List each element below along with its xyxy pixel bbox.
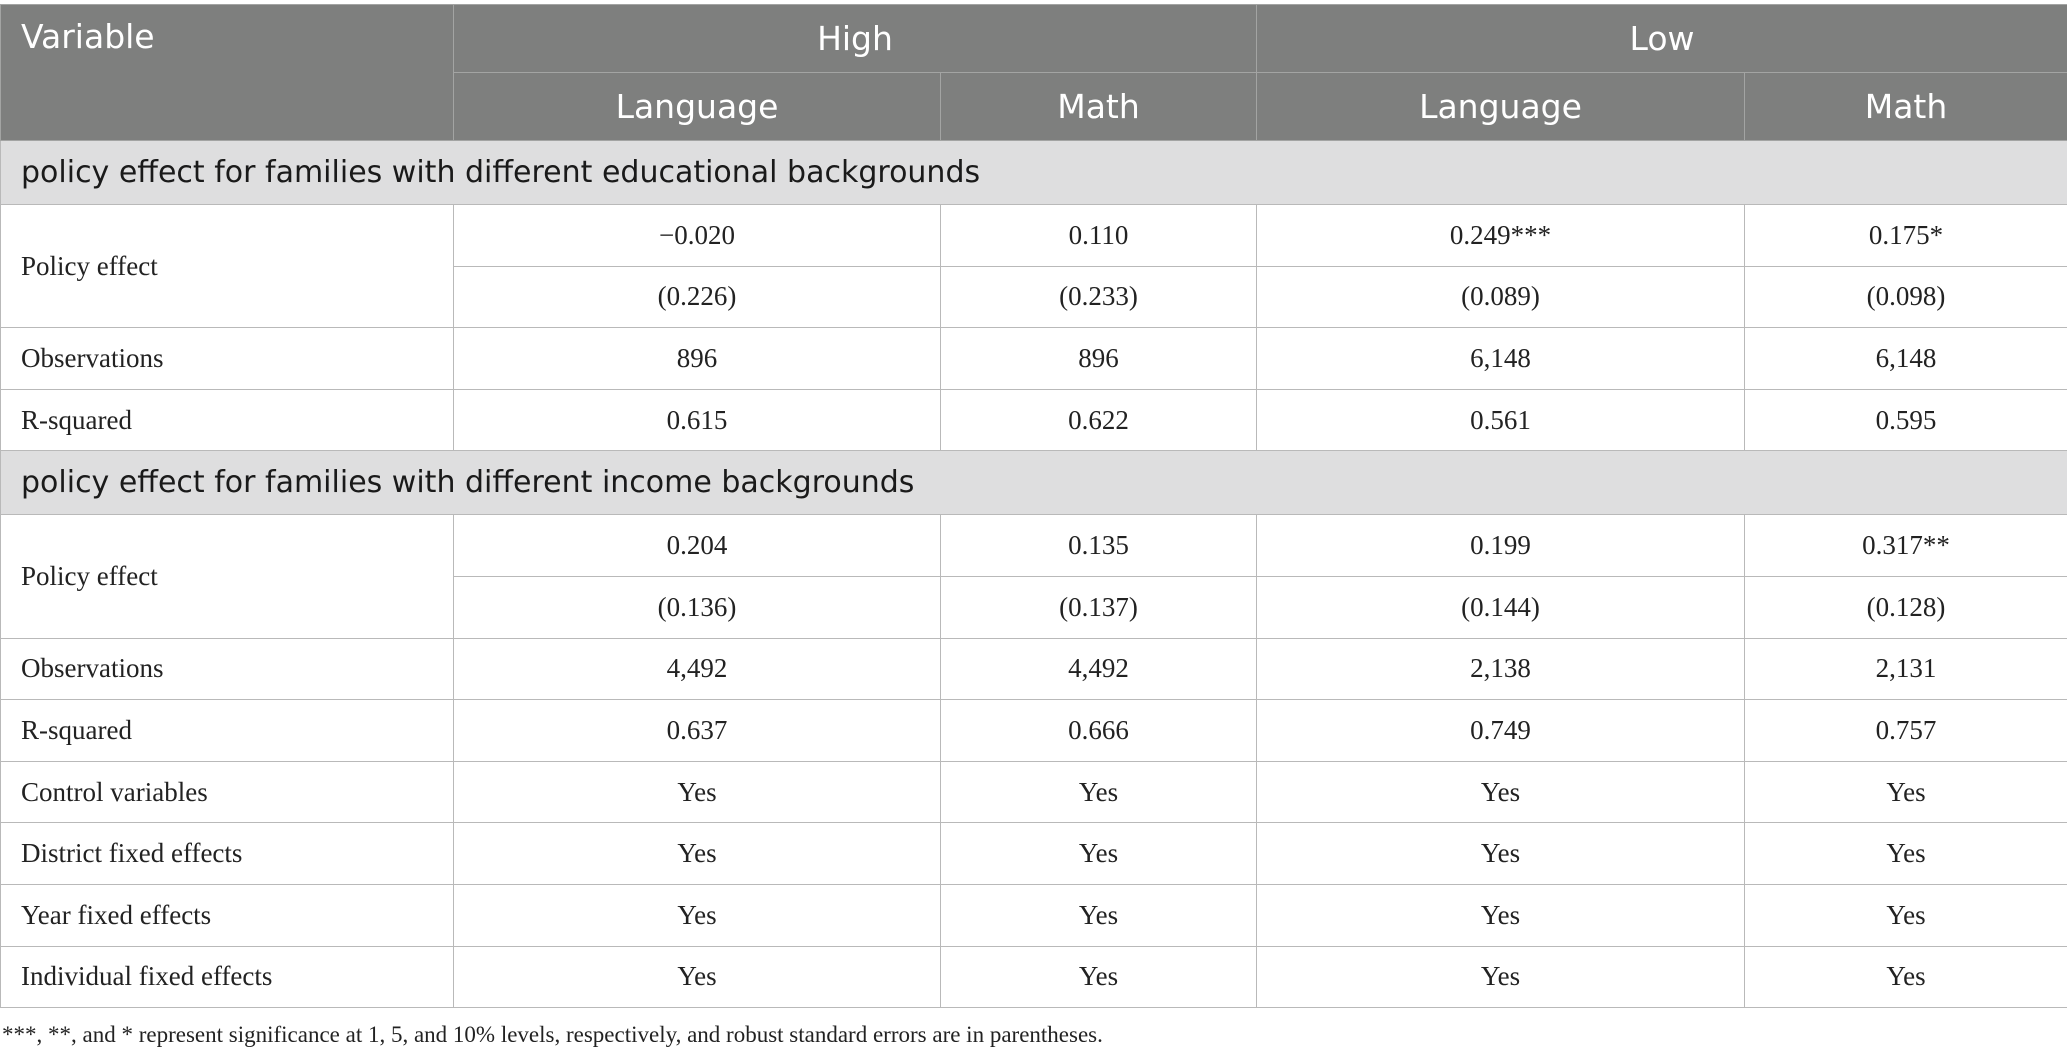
observations-cell: 4,492 bbox=[454, 638, 941, 700]
control-cell: Yes bbox=[1257, 884, 1745, 946]
std-error-cell: (0.137) bbox=[941, 576, 1257, 638]
control-cell: Yes bbox=[941, 761, 1257, 823]
table-row-observations bbox=[1, 638, 2067, 700]
row-label: Observations bbox=[1, 328, 454, 390]
r-squared-cell: 0.615 bbox=[454, 389, 941, 451]
table-footnote: ***, **, and * represent significance at 1, 5, and 10% levels, respectively, and robust standard errors are in parentheses. bbox=[2, 1022, 1103, 1047]
row-label: R-squared bbox=[1, 389, 454, 451]
variable-column-header: Variable bbox=[1, 5, 454, 141]
control-cell: Yes bbox=[1257, 761, 1745, 823]
section-row-education bbox=[1, 141, 2067, 205]
r-squared-cell: 0.622 bbox=[941, 389, 1257, 451]
r-squared-cell: 0.749 bbox=[1257, 700, 1745, 762]
control-cell: Yes bbox=[1257, 946, 1745, 1008]
control-cell: Yes bbox=[941, 823, 1257, 885]
r-squared-cell: 0.595 bbox=[1745, 389, 2067, 451]
control-cell: Yes bbox=[454, 761, 941, 823]
header-row-groups bbox=[1, 5, 2067, 73]
section-title: policy effect for families with different educational backgrounds bbox=[1, 141, 2067, 205]
control-cell: Yes bbox=[454, 946, 941, 1008]
control-cell: Yes bbox=[454, 823, 941, 885]
std-error-cell: (0.128) bbox=[1745, 576, 2067, 638]
r-squared-cell: 0.561 bbox=[1257, 389, 1745, 451]
table-row-r-squared bbox=[1, 700, 2067, 762]
row-label: R-squared bbox=[1, 700, 454, 762]
std-error-cell: (0.233) bbox=[941, 266, 1257, 328]
coefficient-cell: 0.204 bbox=[454, 515, 941, 577]
table-body bbox=[1, 141, 2067, 1008]
coefficient-cell: 0.199 bbox=[1257, 515, 1745, 577]
subject-header-low-language: Language bbox=[1257, 73, 1745, 141]
control-cell: Yes bbox=[1745, 884, 2067, 946]
row-label: Individual fixed effects bbox=[1, 946, 454, 1008]
observations-cell: 4,492 bbox=[941, 638, 1257, 700]
std-error-cell: (0.136) bbox=[454, 576, 941, 638]
std-error-cell: (0.144) bbox=[1257, 576, 1745, 638]
table-row-year-fixed-effects bbox=[1, 884, 2067, 946]
results-table bbox=[0, 4, 2067, 1008]
subject-header-high-math: Math bbox=[941, 73, 1257, 141]
table-row-policy-effect bbox=[1, 205, 2067, 267]
row-label: Policy effect bbox=[1, 205, 454, 328]
table-row-control-variables bbox=[1, 761, 2067, 823]
table-header bbox=[1, 5, 2067, 141]
std-error-cell: (0.098) bbox=[1745, 266, 2067, 328]
control-cell: Yes bbox=[1745, 761, 2067, 823]
group-header-low: Low bbox=[1257, 5, 2067, 73]
control-cell: Yes bbox=[941, 946, 1257, 1008]
table-row-observations bbox=[1, 328, 2067, 390]
control-cell: Yes bbox=[1745, 946, 2067, 1008]
group-header-high: High bbox=[454, 5, 1257, 73]
subject-header-high-language: Language bbox=[454, 73, 941, 141]
table-row-individual-fixed-effects bbox=[1, 946, 2067, 1008]
coefficient-cell: −0.020 bbox=[454, 205, 941, 267]
coefficient-cell: 0.175* bbox=[1745, 205, 2067, 267]
section-row-income bbox=[1, 451, 2067, 515]
row-label: Year fixed effects bbox=[1, 884, 454, 946]
table-row-r-squared bbox=[1, 389, 2067, 451]
r-squared-cell: 0.666 bbox=[941, 700, 1257, 762]
std-error-cell: (0.089) bbox=[1257, 266, 1745, 328]
observations-cell: 2,131 bbox=[1745, 638, 2067, 700]
observations-cell: 896 bbox=[941, 328, 1257, 390]
results-table-container bbox=[0, 4, 2067, 1008]
row-label: Observations bbox=[1, 638, 454, 700]
coefficient-cell: 0.110 bbox=[941, 205, 1257, 267]
row-label: Control variables bbox=[1, 761, 454, 823]
control-cell: Yes bbox=[941, 884, 1257, 946]
subject-header-low-math: Math bbox=[1745, 73, 2067, 141]
control-cell: Yes bbox=[1257, 823, 1745, 885]
row-label: Policy effect bbox=[1, 515, 454, 638]
table-row-district-fixed-effects bbox=[1, 823, 2067, 885]
r-squared-cell: 0.637 bbox=[454, 700, 941, 762]
coefficient-cell: 0.135 bbox=[941, 515, 1257, 577]
control-cell: Yes bbox=[1745, 823, 2067, 885]
coefficient-cell: 0.249*** bbox=[1257, 205, 1745, 267]
observations-cell: 2,138 bbox=[1257, 638, 1745, 700]
observations-cell: 6,148 bbox=[1745, 328, 2067, 390]
std-error-cell: (0.226) bbox=[454, 266, 941, 328]
table-row-policy-effect bbox=[1, 515, 2067, 577]
section-title: policy effect for families with different income backgrounds bbox=[1, 451, 2067, 515]
coefficient-cell: 0.317** bbox=[1745, 515, 2067, 577]
r-squared-cell: 0.757 bbox=[1745, 700, 2067, 762]
observations-cell: 6,148 bbox=[1257, 328, 1745, 390]
observations-cell: 896 bbox=[454, 328, 941, 390]
control-cell: Yes bbox=[454, 884, 941, 946]
row-label: District fixed effects bbox=[1, 823, 454, 885]
